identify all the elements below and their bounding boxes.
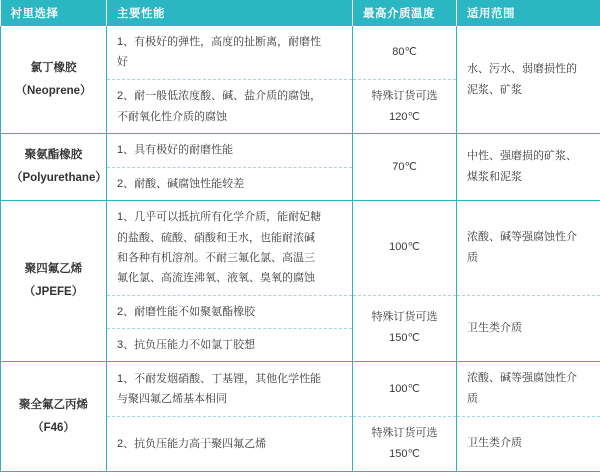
property-text: 1、不耐发烟硝酸、丁基锂，其他化学性能 与聚四氟乙烯基本相同 — [107, 362, 353, 417]
temperature-value: 80℃ — [353, 26, 457, 79]
material-name-neoprene: 氯丁橡胶 （Neoprene） — [1, 26, 107, 134]
temperature-value: 100℃ — [353, 362, 457, 417]
material-name-f46: 聚全氟乙丙烯 （F46） — [1, 362, 107, 472]
scope-text: 浓酸、碱等强腐蚀性介 质 — [457, 201, 600, 295]
column-header-lining: 衬里选择 — [1, 0, 107, 26]
table-row — [1, 201, 600, 295]
temperature-value: 特殊订货可选 120℃ — [353, 79, 457, 134]
column-header-properties: 主要性能 — [107, 0, 353, 26]
table-header — [1, 0, 600, 26]
property-text: 2、抗负压能力高于聚四氟乙烯 — [107, 417, 353, 472]
table-row — [1, 362, 600, 417]
table-body — [1, 26, 600, 471]
column-header-scope: 适用范围 — [457, 0, 600, 26]
property-text: 2、耐酸、碱腐蚀性能较差 — [107, 167, 353, 200]
material-name-polyurethane: 聚氨酯橡胶 （Polyurethane） — [1, 134, 107, 201]
column-header-max-temperature: 最高介质温度 — [353, 0, 457, 26]
property-text: 1、几乎可以抵抗所有化学介质，能耐妃糖 的盐酸、硫酸、硝酸和王水，也能耐浓碱 和各种有机溶剂。不耐三氟化氯、高温三 氟化氯、高流连沸氧、液氧、臭氧的腐蚀 — [107, 201, 353, 295]
temperature-value: 特殊订货可选 150℃ — [353, 295, 457, 362]
temperature-value: 特殊订货可选 150℃ — [353, 417, 457, 472]
table-row — [1, 26, 600, 79]
scope-text: 浓酸、碱等强腐蚀性介 质 — [457, 362, 600, 417]
scope-text: 卫生类介质 — [457, 417, 600, 472]
scope-text: 水、污水、弱磨损性的 泥浆、矿浆 — [457, 26, 600, 134]
property-text: 3、抗负压能力不如氯丁胶想 — [107, 328, 353, 361]
scope-text: 中性、强磨损的矿浆、 煤浆和泥浆 — [457, 134, 600, 201]
temperature-value: 100℃ — [353, 201, 457, 295]
material-name-jpefe: 聚四氟乙烯 （JPEFE） — [1, 201, 107, 362]
property-text: 1、有极好的弹性，高度的扯断离，耐磨性 好 — [107, 26, 353, 79]
property-text: 1、具有极好的耐磨性能 — [107, 134, 353, 167]
scope-text: 卫生类介质 — [457, 295, 600, 362]
property-text: 2、耐一般低浓度酸、碱、盐介质的腐蚀， 不耐氧化性介质的腐蚀 — [107, 79, 353, 134]
header-row — [1, 0, 600, 26]
property-text: 2、耐磨性能不如聚氨酯橡胶 — [107, 295, 353, 328]
temperature-value: 70℃ — [353, 134, 457, 201]
table-row — [1, 134, 600, 167]
